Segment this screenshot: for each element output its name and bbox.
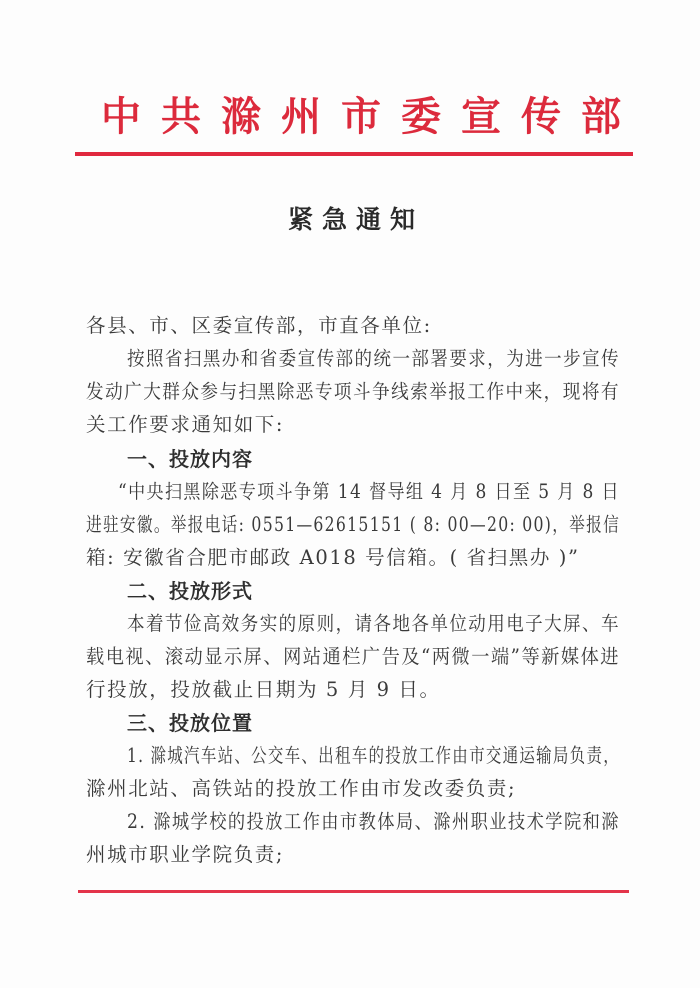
section-line: 1. 滁城汽车站、公交车、出租车的投放工作由市交通运输局负责， xyxy=(127,744,620,767)
salutation: 各县、市、区委宣传部，市直各单位: xyxy=(86,314,432,337)
intro-line: 发动广大群众参与扫黑除恶专项斗争线索举报工作中来，现将有 xyxy=(86,380,620,403)
letterhead xyxy=(96,92,626,142)
letterhead-char: 委 xyxy=(401,93,441,140)
intro-line: 关工作要求通知如下: xyxy=(86,413,285,436)
intro-line: 按照省扫黑办和省委宣传部的统一部署要求，为进一步宣传 xyxy=(127,347,620,370)
letterhead-char: 市 xyxy=(341,93,381,140)
document-title: 紧急通知 xyxy=(287,205,424,234)
section-line: 州城市职业学院负责; xyxy=(86,843,285,866)
letterhead-char: 部 xyxy=(581,93,621,140)
section-heading-form: 二、投放形式 xyxy=(127,579,253,603)
section-line: 2. 滁城学校的投放工作由市教体局、滁州职业技术学院和滁 xyxy=(127,810,620,833)
letterhead-char: 州 xyxy=(281,93,321,140)
section-line: 本着节俭高效务实的原则，请各地各单位动用电子大屏、车 xyxy=(127,612,620,635)
footer-red-rule xyxy=(78,890,629,893)
letterhead-char: 传 xyxy=(521,93,561,140)
letterhead-char: 滁 xyxy=(221,93,261,140)
section-line: 载电视、滚动显示屏、网站通栏广告及“两微一端”等新媒体进 xyxy=(86,645,621,668)
section-line: “中央扫黑除恶专项斗争第 14 督导组 4 月 8 日至 5 月 8 日 xyxy=(118,480,620,503)
section-line: 进驻安徽。举报电话: 0551—62615151 ( 8: 00—20: 00)，举报信 xyxy=(86,513,621,536)
letterhead-char: 共 xyxy=(161,93,201,140)
letterhead-red-rule xyxy=(75,152,633,156)
section-line: 行投放，投放截止日期为 5 月 9 日。 xyxy=(86,678,441,701)
section-line: 滁州北站、高铁站的投放工作由市发改委负责; xyxy=(86,777,517,800)
section-line: 箱: 安徽省合肥市邮政 A018 号信箱。( 省扫黑办 )” xyxy=(86,546,580,569)
letterhead-char: 中 xyxy=(101,93,141,140)
letterhead-char: 宣 xyxy=(461,93,501,140)
section-heading-content: 一、投放内容 xyxy=(127,447,253,471)
section-heading-location: 三、投放位置 xyxy=(127,711,253,735)
